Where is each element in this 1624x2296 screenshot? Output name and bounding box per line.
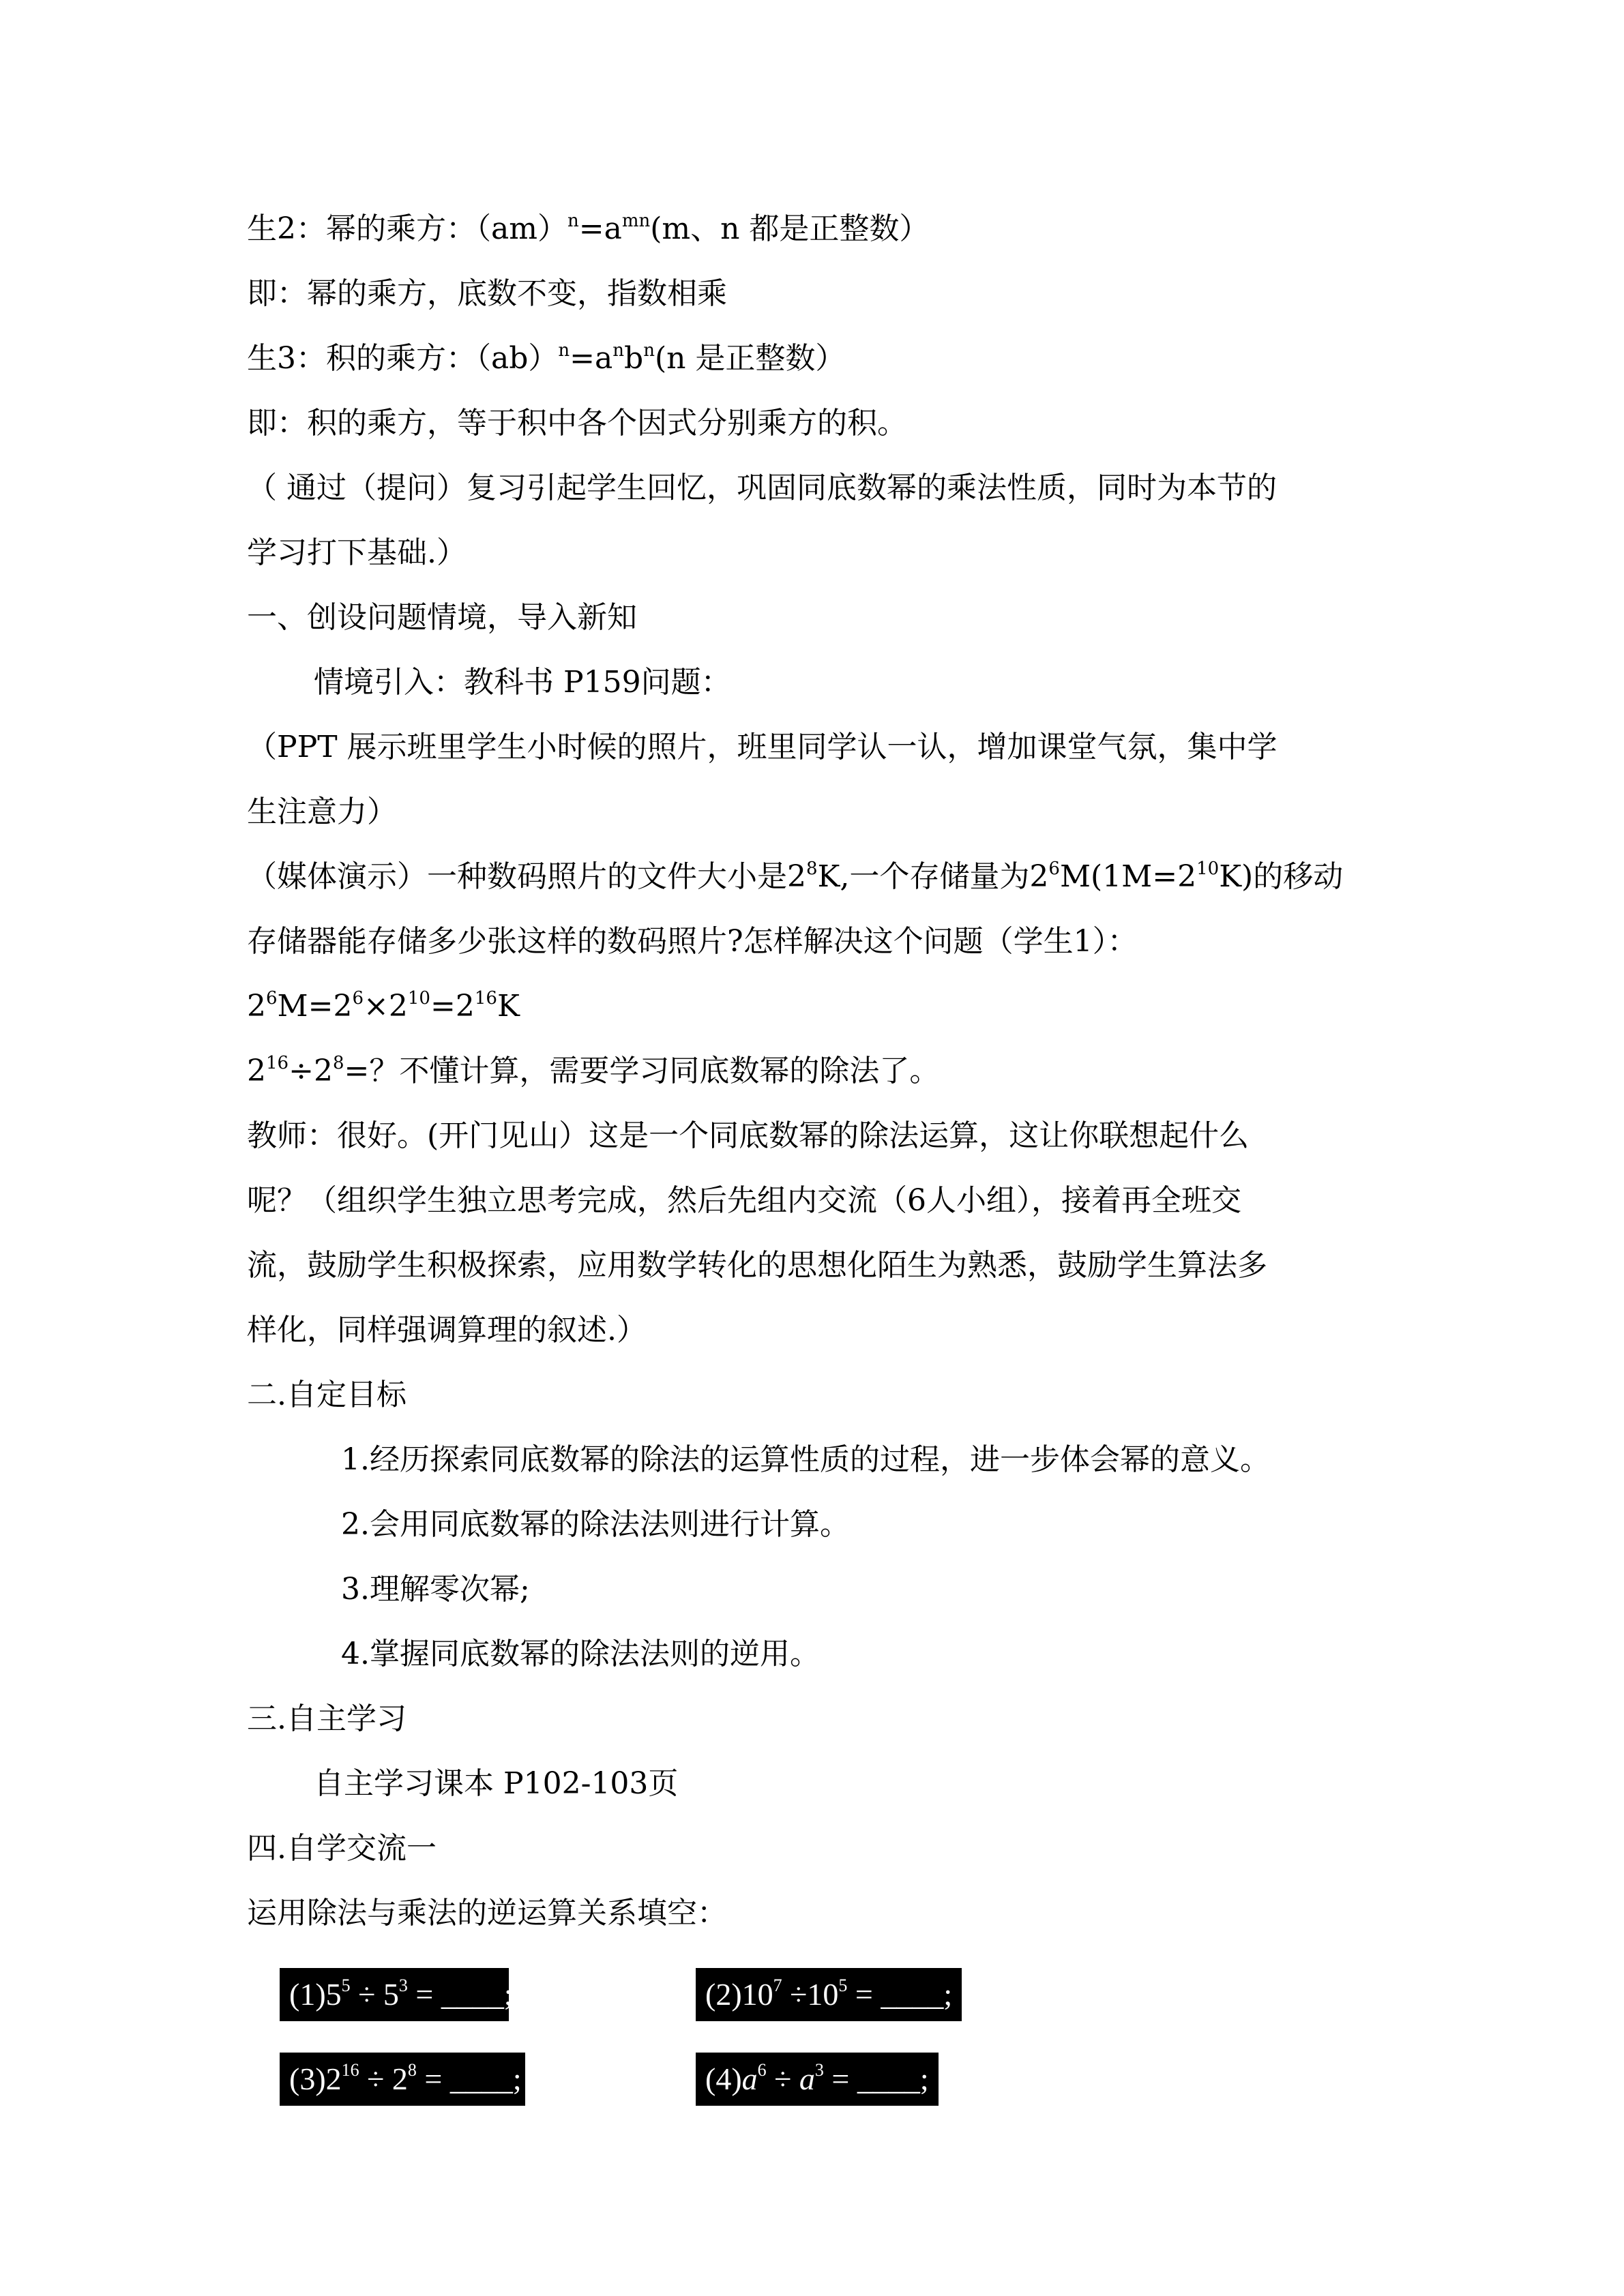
text-line: 存储器能存储多少张这样的数码照片?怎样解决这个问题（学生1）： bbox=[247, 924, 1138, 959]
exercise-2: $(2)10^7 \div 10^5$ = ____; bbox=[696, 1968, 962, 2021]
text-line: 样化，同样强调算理的叙述.） bbox=[247, 1313, 647, 1347]
text-line: 即：幂的乘方，底数不变，指数相乘 bbox=[247, 276, 727, 311]
text-line: （ 通过（提问）复习引起学生回忆，巩固同底数幂的乘法性质，同时为本节的 bbox=[247, 471, 1277, 505]
text-line: 自主学习课本 P102-103页 bbox=[314, 1766, 679, 1801]
goal-item: 1.经历探索同底数幂的除法的运算性质的过程，进一步体会幂的意义。 bbox=[341, 1442, 1270, 1477]
text-line: （PPT 展示班里学生小时候的照片，班里同学认一认，增加课堂气氛，集中学 bbox=[247, 730, 1278, 764]
goal-item: 3.理解零次幂; bbox=[341, 1572, 530, 1607]
exercise-3: $(3)2^{16} \div 2^8$ = ____; bbox=[280, 2053, 525, 2106]
section-heading: 二.自定目标 bbox=[247, 1377, 407, 1412]
text-line: 运用除法与乘法的逆运算关系填空： bbox=[247, 1896, 727, 1930]
exercise-1: $(1)5^5 \div 5^3$ = ____; bbox=[280, 1968, 509, 2021]
goal-item: 4.掌握同底数幂的除法法则的逆用。 bbox=[341, 1637, 820, 1671]
media-problem-line: （媒体演示）一种数码照片的文件大小是$2^8K$,一个存储量为$2^6M(1M=2^{10}K)$的移动 bbox=[247, 859, 1344, 894]
exercise-4: $(4)a^6 \div a^3$ = ____; bbox=[696, 2053, 939, 2106]
section-heading: 三.自主学习 bbox=[247, 1701, 407, 1736]
equation-line: $2^{16}\div 2^8=$？不懂计算，需要学习同底数幂的除法了。 bbox=[247, 1053, 940, 1088]
section-heading: 四.自学交流一 bbox=[247, 1831, 437, 1866]
equation-line: $2^6M=2^6\times 2^{10}=2^{16}K$ bbox=[247, 988, 520, 1024]
review-line-power-of-product: 生3：积的乘方：$(ab)^n=a^nb^n(n$ 是正整数） bbox=[247, 340, 846, 376]
text-line: 即：积的乘方，等于积中各个因式分别乘方的积。 bbox=[247, 406, 907, 441]
text-line: 流，鼓励学生积极探索，应用数学转化的思想化陌生为熟悉，鼓励学生算法多 bbox=[247, 1248, 1267, 1283]
text-line: 学习打下基础.） bbox=[247, 535, 467, 570]
text-line: 教师：很好。(开门见山）这是一个同底数幂的除法运算，这让你联想起什么 bbox=[247, 1118, 1250, 1153]
section-heading: 一、创设问题情境，导入新知 bbox=[247, 600, 637, 635]
goal-item: 2.会用同底数幂的除法法则进行计算。 bbox=[341, 1507, 850, 1542]
text-line: 生注意力） bbox=[247, 794, 397, 829]
text-line: 呢？（组织学生独立思考完成，然后先组内交流（6人小组），接着再全班交 bbox=[247, 1183, 1241, 1218]
text-line: 情境引入：教科书 P159问题： bbox=[314, 665, 731, 700]
review-line-power-of-power: 生2：幂的乘方：$(am)^n=a^{mn}(m$、n 都是正整数） bbox=[247, 211, 930, 246]
